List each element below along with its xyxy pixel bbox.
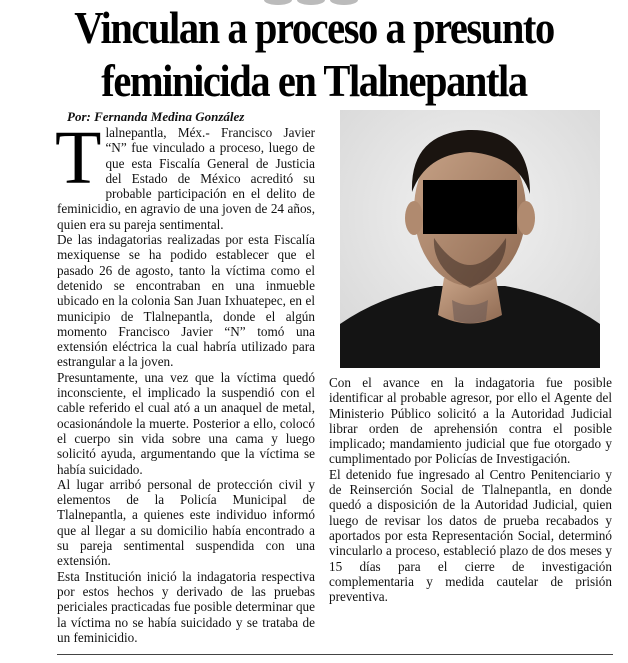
headline-line-2: feminicida en Tlalnepantla — [101, 56, 527, 106]
article-column-right — [329, 375, 612, 604]
paragraph-1-text: lalnepantla, Méx.- Francisco Javier “N” fue vinculado a proceso, luego de que esta Fiscalía General de Justicia del Estado de México acreditó su probable participación en el delito de feminicidio, en agravio de una joven de 24 años, quien era su pareja sentimental. — [57, 125, 315, 232]
censor-bar — [423, 180, 517, 234]
suspect-photo — [340, 110, 600, 368]
paragraph-6: Con el avance en la indagatoria fue posible identificar al probable agresor, por ello el Agente del Ministerio Público solicitó a la Autoridad Judicial librar orden de aprehensión contra el posible implicado; mandamiento judicial que fue otorgado y cumplimentado por Policías de Investigación. — [329, 375, 612, 467]
bottom-rule — [57, 654, 613, 655]
paragraph-3: Presuntamente, una vez que la víctima quedó inconsciente, el implicado la suspendió con el cable referido el cual ató a un anaquel de metal, ocasionándole la muerte. Posterior a ello, colocó el cuerpo sin vida sobre una cama y luego solicitó ayuda, argumentando que la víctima se había suicidado. — [57, 369, 315, 477]
drop-cap: T — [55, 116, 102, 200]
paragraph-4: Al lugar arribó personal de protección civil y elementos de la Policía Municipal de Tlalnepantla, a quienes este individuo informó que al llegar a su domicilio había encontrado a su pareja sentimental suspendida con una extensión. — [57, 476, 315, 569]
headline-line-1: Vinculan a proceso a presunto — [74, 3, 554, 53]
paragraph-7: El detenido fue ingresado al Centro Penitenciario y de Reinserción Social de Tlalnepantla, en donde quedó a disposición de la Autoridad Judicial, quien luego de revisar los datos de prueba recabados y aportados por esta Representación Social, determinó vincularlo a proceso, estableció plazo de dos meses y 15 días para el cierre de investigación complementaria y medida cautelar de prisión preventiva. — [329, 466, 612, 605]
byline: Por: Fernanda Medina González — [67, 109, 245, 124]
headline — [31, 2, 596, 108]
paragraph-2: De las indagatorias realizadas por esta Fiscalía mexiquense se ha podido establecer que el pasado 26 de agosto, tanto la víctima como el detenido se encontraban en una inmueble ubicado en la colonia San Juan Ixhuatepec, en el municipio de Tlalnepantla, donde el algún momento Francisco Javier “N” tomó una extensión eléctrica la cual habría utilizado para estrangular a la joven. — [57, 232, 315, 370]
paragraph-5: Esta Institución inició la indagatoria respectiva por estos hechos y derivado de las pruebas periciales practicadas fue posible determinar que la víctima no se había suicidado y se trataba de un feminicidio. — [57, 568, 315, 645]
